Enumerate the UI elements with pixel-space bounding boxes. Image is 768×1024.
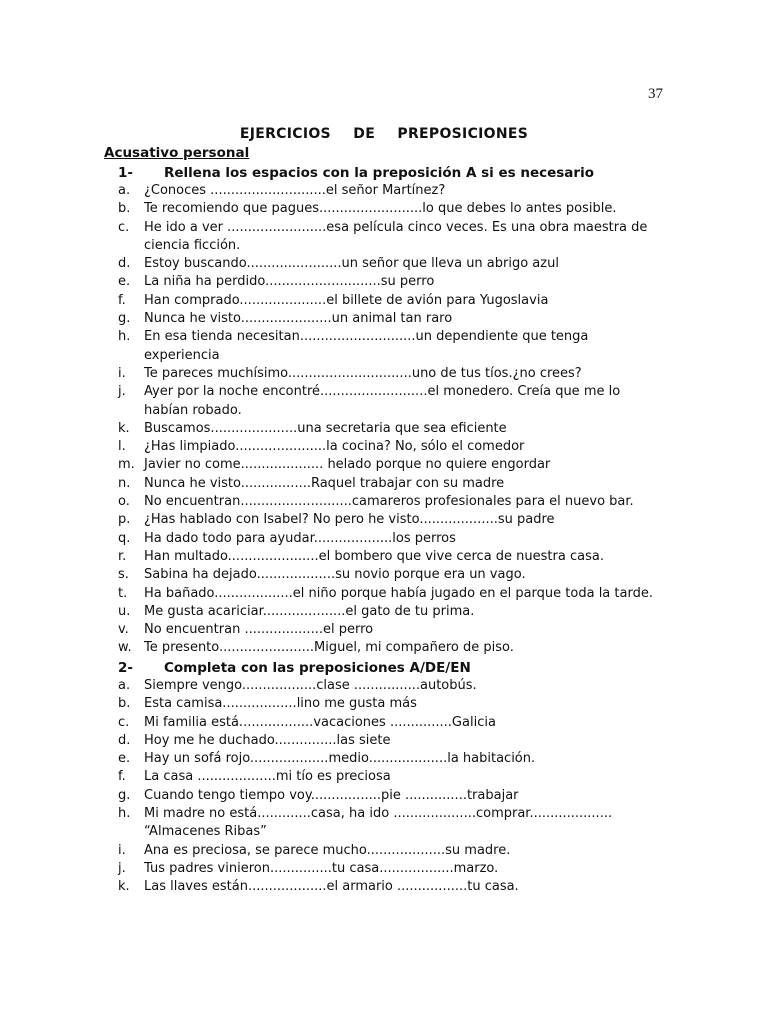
exercise-item bbox=[118, 768, 658, 786]
item-letter: j. bbox=[118, 384, 126, 400]
exercise-item bbox=[118, 365, 658, 383]
exercise-item bbox=[118, 420, 658, 438]
exercise-item bbox=[118, 787, 658, 805]
section-2-heading bbox=[118, 659, 658, 677]
item-text: Javier no come.................... helado porque no quiere engordar bbox=[144, 457, 551, 473]
exercise-item bbox=[118, 842, 658, 860]
item-letter: e. bbox=[118, 751, 131, 767]
section-1 bbox=[118, 164, 658, 658]
item-text: La casa ...................mi tío es preciosa bbox=[144, 769, 391, 785]
item-letter: d. bbox=[118, 256, 131, 272]
exercise-item bbox=[118, 292, 658, 310]
exercise-item bbox=[118, 438, 658, 456]
exercise-item bbox=[118, 548, 658, 566]
item-letter: a. bbox=[118, 678, 131, 693]
item-text: Las llaves están...................el armario .................tu casa. bbox=[144, 879, 519, 895]
item-text: Te presento.......................Miguel, mi compañero de piso. bbox=[144, 640, 514, 656]
item-text: Ha bañado...................el niño porque había jugado en el parque toda la tarde. bbox=[144, 585, 653, 601]
item-letter: m. bbox=[118, 457, 135, 473]
exercise-item bbox=[118, 750, 658, 768]
item-letter: t. bbox=[118, 585, 128, 601]
item-text: Sabina ha dejado...................su novio porque era un vago. bbox=[144, 567, 526, 583]
exercise-item bbox=[118, 603, 658, 621]
item-letter: f. bbox=[118, 769, 126, 785]
item-text: En esa tienda necesitan............................un dependiente que tenga experiencia bbox=[144, 329, 589, 363]
exercise-item bbox=[118, 878, 658, 896]
page-number: 37 bbox=[648, 86, 663, 102]
exercise-item bbox=[118, 621, 658, 639]
item-letter: b. bbox=[118, 201, 131, 217]
exercise-item bbox=[118, 639, 658, 657]
exercise-item bbox=[118, 695, 658, 713]
item-letter: c. bbox=[118, 714, 130, 730]
exercise-item bbox=[118, 200, 658, 218]
exercise-item bbox=[118, 566, 658, 584]
exercise-item bbox=[118, 475, 658, 493]
exercise-item bbox=[118, 714, 658, 732]
item-text: Estoy buscando.......................un señor que lleva un abrigo azul bbox=[144, 256, 559, 272]
item-text: Mi familia está..................vacaciones ...............Galicia bbox=[144, 714, 496, 730]
item-letter: g. bbox=[118, 311, 131, 327]
exercise-item bbox=[118, 511, 658, 529]
section-1-instruction: Rellena los espacios con la preposición A si es necesario bbox=[164, 165, 594, 181]
item-text: Te recomiendo que pagues.........................lo que debes lo antes posible. bbox=[144, 201, 617, 217]
item-text: Mi madre no está.............casa, ha ido ....................comprar.................... “Almacenes Ribas” bbox=[144, 806, 613, 840]
item-text: La niña ha perdido............................su perro bbox=[144, 274, 435, 290]
item-letter: c. bbox=[118, 219, 130, 235]
item-text: Ayer por la noche encontré..........................el monedero. Creía que me lo habían robado. bbox=[144, 384, 621, 418]
section-2-instruction: Completa con las preposiciones A/DE/EN bbox=[164, 660, 471, 676]
item-text: Nunca he visto......................un animal tan raro bbox=[144, 311, 453, 327]
item-letter: l. bbox=[118, 439, 126, 455]
section-2-number: 2- bbox=[118, 660, 133, 676]
item-text: Siempre vengo..................clase ................autobús. bbox=[144, 678, 477, 693]
exercise-item bbox=[118, 805, 658, 842]
section-1-number: 1- bbox=[118, 165, 133, 181]
exercise-item bbox=[118, 255, 658, 273]
item-letter: i. bbox=[118, 842, 126, 858]
item-letter: v. bbox=[118, 622, 129, 638]
item-text: Han comprado.....................el billete de avión para Yugoslavia bbox=[144, 292, 549, 308]
item-letter: a. bbox=[118, 183, 131, 198]
item-text: Me gusta acariciar....................el gato de tu prima. bbox=[144, 603, 475, 619]
item-text: Nunca he visto.................Raquel trabajar con su madre bbox=[144, 475, 505, 491]
item-letter: h. bbox=[118, 329, 131, 345]
exercise-item bbox=[118, 328, 658, 365]
exercise-item bbox=[118, 585, 658, 603]
item-letter: w. bbox=[118, 640, 132, 656]
item-text: Hoy me he duchado...............las siete bbox=[144, 732, 391, 748]
item-text: Esta camisa..................lino me gusta más bbox=[144, 696, 417, 712]
item-letter: f. bbox=[118, 292, 126, 308]
exercise-item bbox=[118, 383, 658, 420]
exercise-item bbox=[118, 493, 658, 511]
exercise-item bbox=[118, 182, 658, 200]
item-letter: h. bbox=[118, 806, 131, 822]
item-text: Cuando tengo tiempo voy.................pie ...............trabajar bbox=[144, 787, 519, 803]
exercise-item bbox=[118, 219, 658, 256]
item-text: Te pareces muchísimo..............................uno de tus tíos.¿no crees? bbox=[144, 365, 582, 381]
item-text: Han multado......................el bombero que vive cerca de nuestra casa. bbox=[144, 548, 604, 564]
item-letter: e. bbox=[118, 274, 131, 290]
item-text: Ana es preciosa, se parece mucho...................su madre. bbox=[144, 842, 511, 858]
subtitle: Acusativo personal bbox=[104, 145, 250, 161]
exercise-item bbox=[118, 456, 658, 474]
item-letter: q. bbox=[118, 530, 131, 546]
item-letter: n. bbox=[118, 475, 131, 491]
item-letter: k. bbox=[118, 420, 130, 436]
item-letter: s. bbox=[118, 567, 129, 583]
item-text: Tus padres vinieron...............tu casa..................marzo. bbox=[144, 860, 499, 876]
item-text: Buscamos.....................una secretaria que sea eficiente bbox=[144, 420, 507, 436]
section-1-heading bbox=[118, 164, 658, 182]
item-text: Ha dado todo para ayudar...................los perros bbox=[144, 530, 456, 546]
exercise-item bbox=[118, 273, 658, 291]
item-text: No encuentran...........................camareros profesionales para el nuevo bar. bbox=[144, 494, 634, 510]
item-letter: d. bbox=[118, 732, 131, 748]
item-text: He ido a ver ........................esa película cinco veces. Es una obra maestra de ciencia ficción. bbox=[144, 219, 648, 253]
page-title: EJERCICIOS DE PREPOSICIONES bbox=[239, 126, 529, 142]
exercise-item bbox=[118, 732, 658, 750]
item-letter: k. bbox=[118, 879, 130, 895]
section-2 bbox=[118, 659, 658, 897]
item-letter: g. bbox=[118, 787, 131, 803]
item-letter: o. bbox=[118, 494, 130, 510]
exercise-item bbox=[118, 860, 658, 878]
item-letter: u. bbox=[118, 603, 131, 619]
exercise-item bbox=[118, 677, 658, 695]
item-letter: i. bbox=[118, 365, 126, 381]
exercise-item bbox=[118, 310, 658, 328]
item-text: No encuentran ...................el perro bbox=[144, 622, 374, 638]
item-text: ¿Has hablado con Isabel? No pero he visto...................su padre bbox=[144, 512, 555, 528]
item-text: Hay un sofá rojo...................medio...................la habitación. bbox=[144, 751, 536, 767]
item-letter: b. bbox=[118, 696, 131, 712]
item-text: ¿Conoces ............................el señor Martínez? bbox=[144, 183, 446, 198]
item-letter: j. bbox=[118, 860, 126, 876]
exercise-item bbox=[118, 530, 658, 548]
item-letter: r. bbox=[118, 548, 127, 564]
item-letter: p. bbox=[118, 512, 131, 528]
item-text: ¿Has limpiado......................la cocina? No, sólo el comedor bbox=[144, 439, 525, 455]
